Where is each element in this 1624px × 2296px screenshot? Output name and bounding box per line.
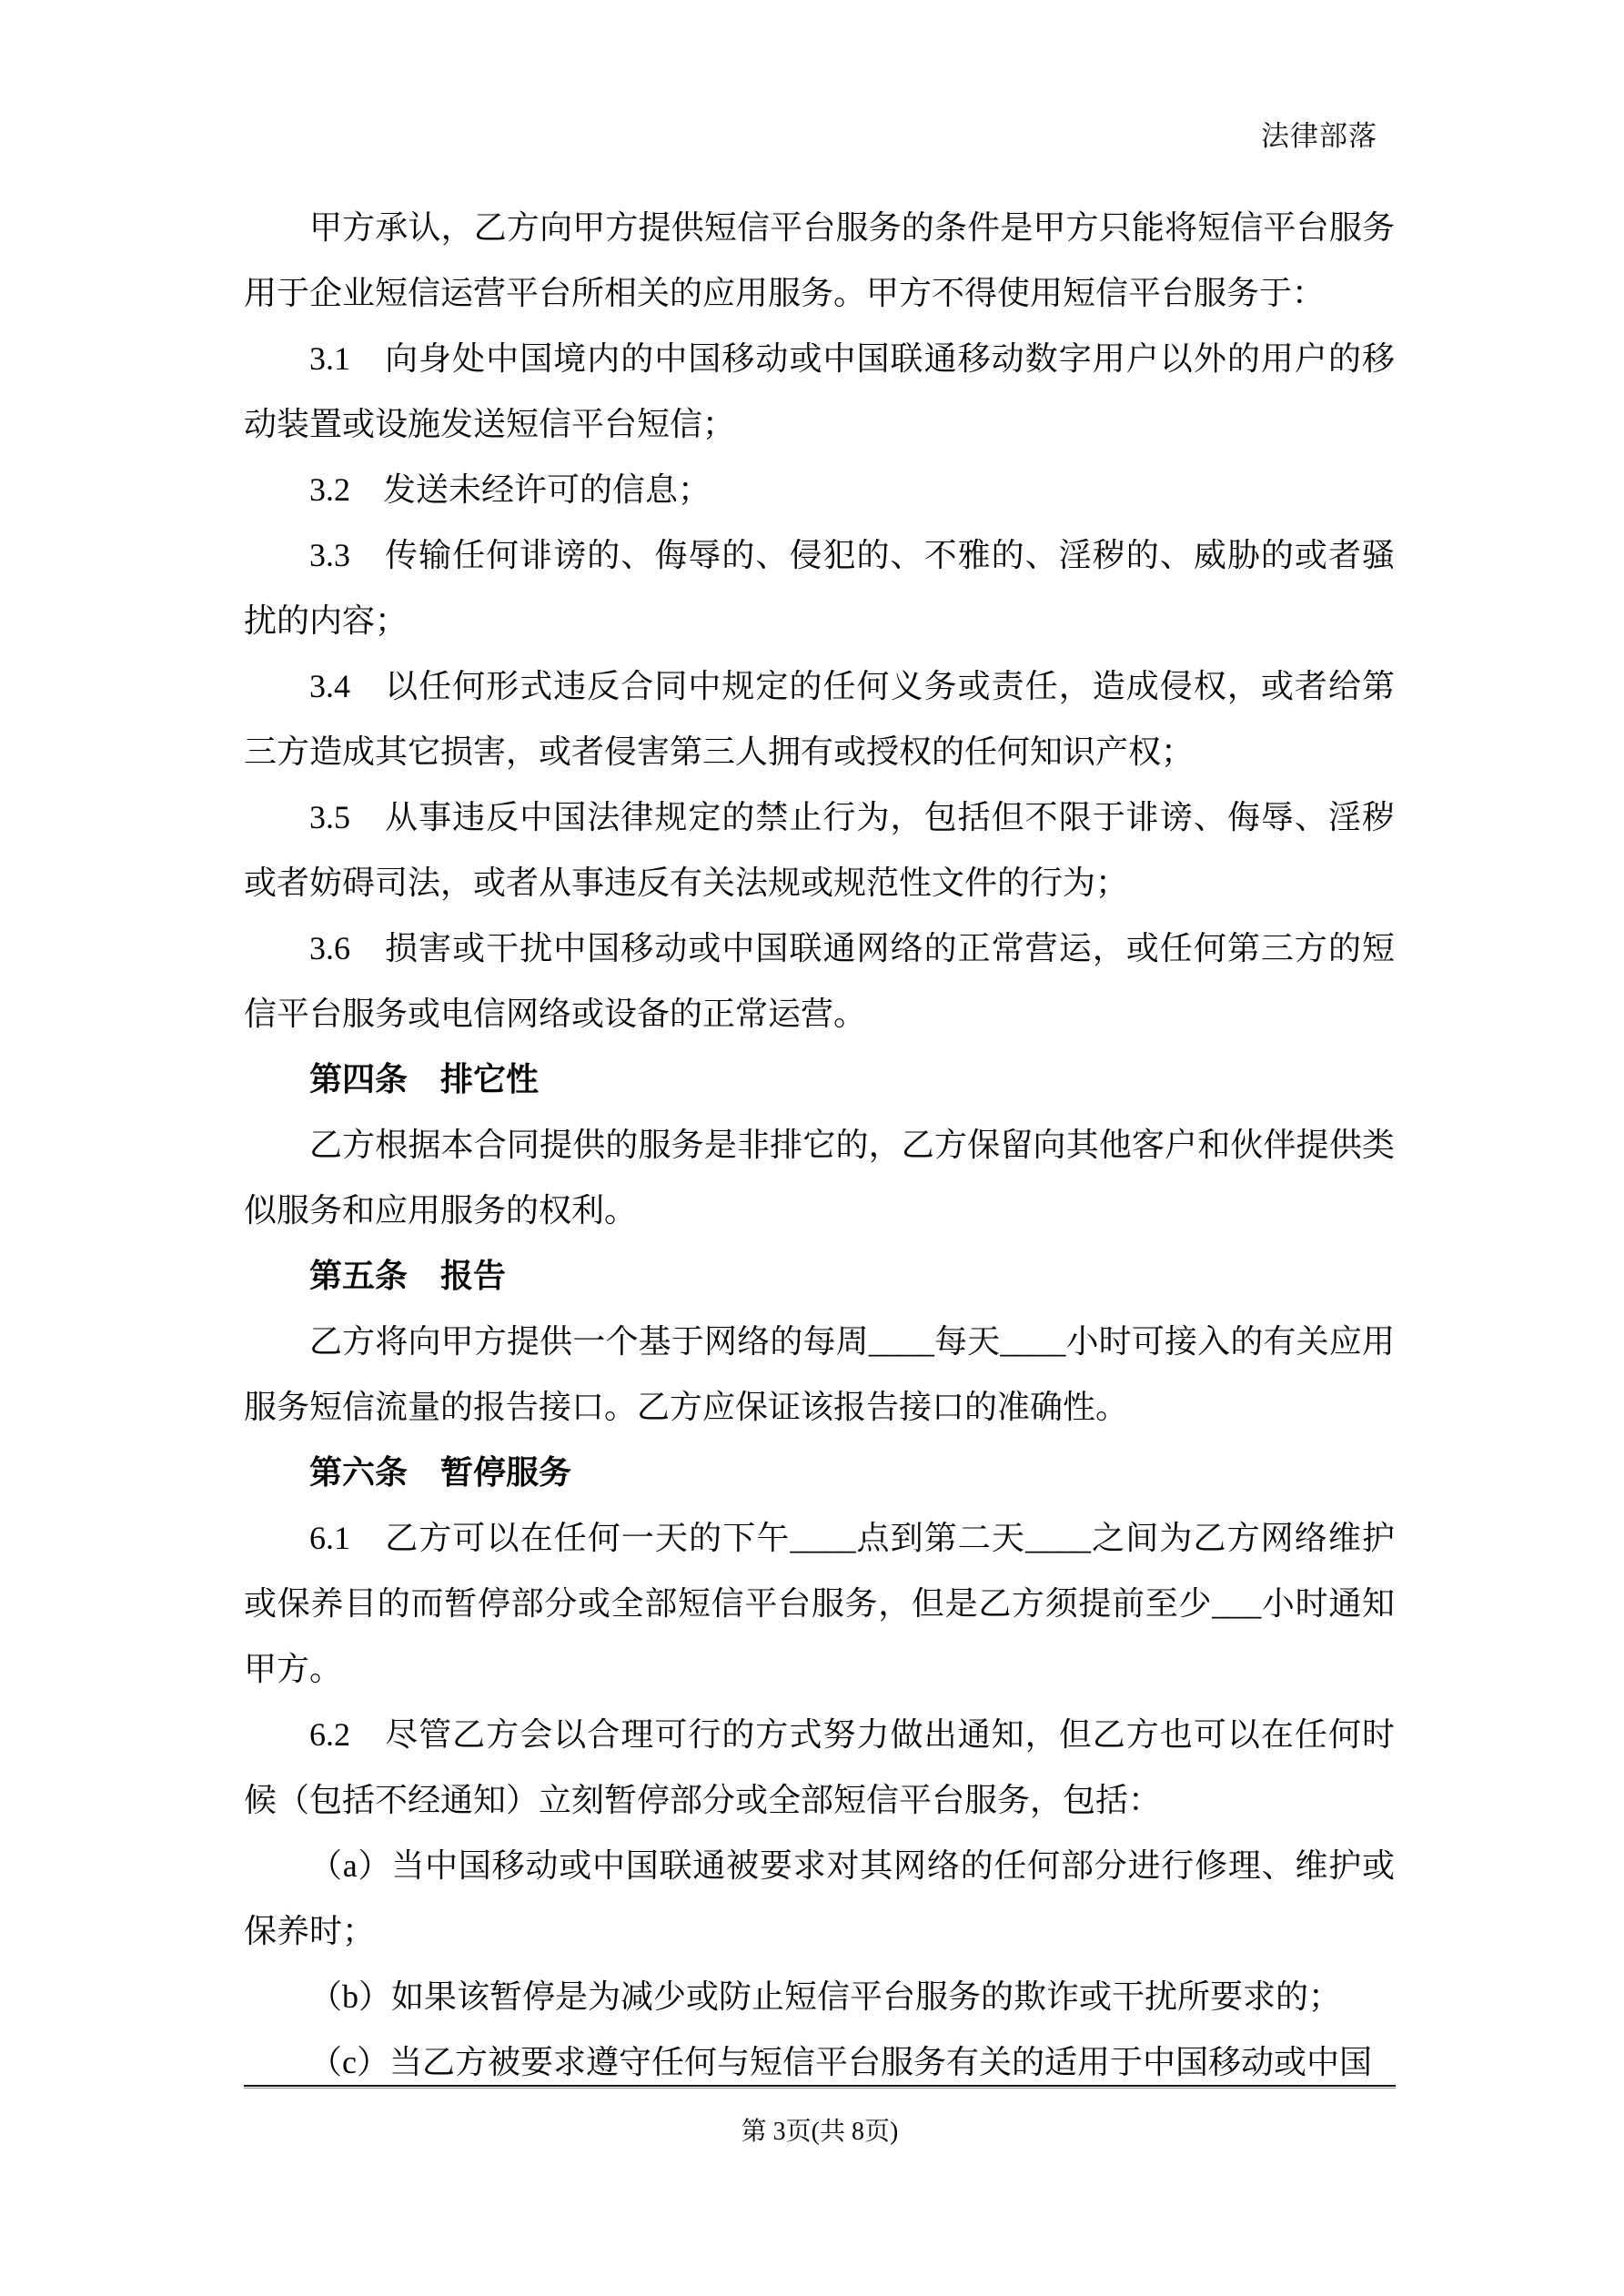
section-heading-5: 第五条 报告 bbox=[309, 1258, 507, 1294]
clause-4-body: 乙方根据本合同提供的服务是非排它的，乙方保留向其他客户和伙伴提供类似服务和应用服务的权利。 bbox=[244, 1127, 1395, 1229]
clause-3-1: 3.1 向身处中国境内的中国移动或中国联通移动数字用户以外的用户的移动装置或设施发送短信平台短信； bbox=[244, 340, 1395, 442]
clause-3-4: 3.4 以任何形式违反合同中规定的任何义务或责任，造成侵权，或者给第三方造成其它损害，或者侵害第三人拥有或授权的任何知识产权； bbox=[244, 668, 1395, 770]
clause-3-5: 3.5 从事违反中国法律规定的禁止行为，包括但不限于诽谤、侮辱、淫秽或者妨碍司法，或者从事违反有关法规或规范性文件的行为； bbox=[244, 799, 1395, 901]
clause-3-6: 3.6 损害或干扰中国移动或中国联通网络的正常营运，或任何第三方的短信平台服务或电信网络或设备的正常运营。 bbox=[244, 930, 1395, 1032]
page-header-site-label: 法律部落 bbox=[1261, 120, 1377, 152]
clause-5-body: 乙方将向甲方提供一个基于网络的每周____每天____小时可接入的有关应用服务短信流量的报告接口。乙方应保证该报告接口的准确性。 bbox=[244, 1323, 1395, 1425]
clause-6-2-item-b: （b）如果该暂停是为减少或防止短信平台服务的欺诈或干扰所要求的； bbox=[309, 1978, 1342, 2015]
clause-6-1: 6.1 乙方可以在任何一天的下午____点到第二天____之间为乙方网络维护或保养目的而暂停部分或全部短信平台服务，但是乙方须提前至少___小时通知甲方。 bbox=[244, 1520, 1395, 1687]
clause-6-2-item-a: （a）当中国移动或中国联通被要求对其网络的任何部分进行修理、维护或保养时； bbox=[244, 1847, 1395, 1949]
paragraph-intro: 甲方承认，乙方向甲方提供短信平台服务的条件是甲方只能将短信平台服务用于企业短信运营平台所相关的应用服务。甲方不得使用短信平台服务于： bbox=[244, 209, 1395, 311]
section-heading-6: 第六条 暂停服务 bbox=[309, 1454, 572, 1491]
document-body bbox=[244, 195, 1395, 2095]
clause-3-2: 3.2 发送未经许可的信息； bbox=[309, 471, 711, 508]
page-number-label: 第 3页(共 8页) bbox=[741, 2118, 899, 2146]
clause-6-2-item-c: （c）当乙方被要求遵守任何与短信平台服务有关的适用于中国移动或中国 bbox=[309, 2044, 1372, 2080]
section-heading-4: 第四条 排它性 bbox=[309, 1061, 540, 1097]
footer-divider-line bbox=[244, 2085, 1396, 2089]
clause-3-3: 3.3 传输任何诽谤的、侮辱的、侵犯的、不雅的、淫秽的、威胁的或者骚扰的内容； bbox=[244, 537, 1395, 639]
clause-6-2: 6.2 尽管乙方会以合理可行的方式努力做出通知，但乙方也可以在任何时候（包括不经通知）立刻暂停部分或全部短信平台服务，包括： bbox=[244, 1716, 1395, 1818]
